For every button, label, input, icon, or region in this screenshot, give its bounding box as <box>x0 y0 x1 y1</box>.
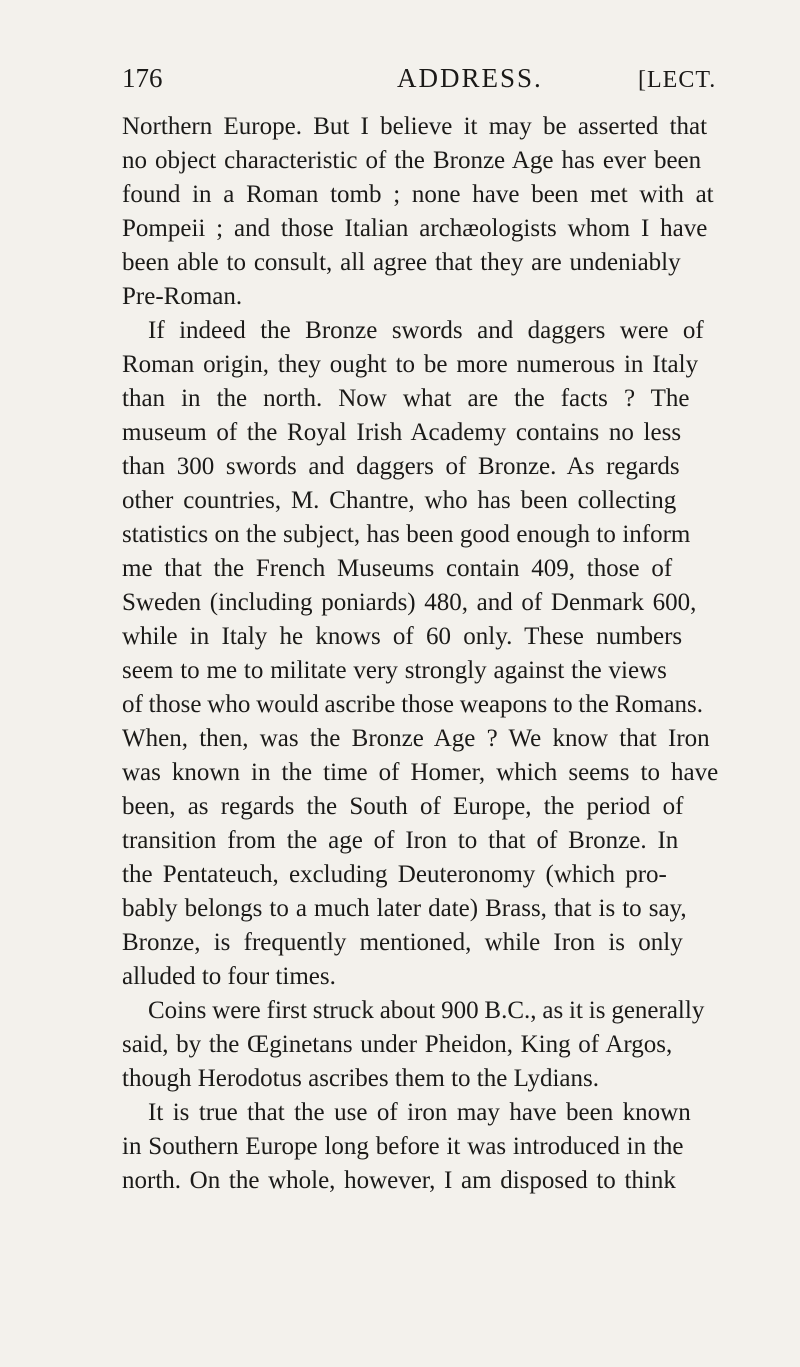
section-label: [LECT. <box>638 67 717 93</box>
text-line: than in the north. Now what are the facts ? The <box>122 385 690 412</box>
text-line: been, as regards the South of Europe, the period of <box>122 793 684 820</box>
text-line: other countries, M. Chantre, who has been collecting <box>122 487 677 514</box>
text-line: though Herodotus ascribes them to the Lydians. <box>122 1065 600 1092</box>
text-line: of those who would ascribe those weapons to the Romans. <box>122 691 704 718</box>
text-line: Bronze, is frequently mentioned, while Iron is only <box>122 929 683 956</box>
text-line: seem to me to militate very strongly against the views <box>122 657 667 684</box>
text-line: the Pentateuch, excluding Deuteronomy (which pro- <box>122 861 667 888</box>
text-line: in Southern Europe long before it was introduced in the <box>122 1133 684 1160</box>
text-line: Pompeii ; and those Italian archæologists whom I have <box>122 215 708 242</box>
text-line: bably belongs to a much later date) Brass, that is to say, <box>122 895 687 922</box>
text-line: me that the French Museums contain 409, those of <box>122 555 673 582</box>
text-line: If indeed the Bronze swords and daggers were of <box>148 317 704 344</box>
text-line: been able to consult, all agree that they are undeniably <box>122 249 681 276</box>
text-line: Northern Europe. But I believe it may be asserted that <box>122 113 708 140</box>
text-line: Roman origin, they ought to be more numerous in Italy <box>122 351 699 378</box>
text-line: was known in the time of Homer, which seems to have <box>122 759 719 786</box>
text-line: museum of the Royal Irish Academy contains no less <box>122 419 682 446</box>
text-line: said, by the Œginetans under Pheidon, King of Argos, <box>122 1031 673 1058</box>
running-header <box>122 58 767 98</box>
text-line: found in a Roman tomb ; none have been met with at <box>122 181 714 208</box>
text-line: When, then, was the Bronze Age ? We know that Iron <box>122 725 710 752</box>
text-line: north. On the whole, however, I am disposed to think <box>122 1167 676 1194</box>
text-line: transition from the age of Iron to that of Bronze. In <box>122 827 679 854</box>
text-line: alluded to four times. <box>122 963 336 990</box>
text-line: Sweden (including poniards) 480, and of Denmark 600, <box>122 589 697 616</box>
text-line: while in Italy he knows of 60 only. These numbers <box>122 623 683 650</box>
text-line: statistics on the subject, has been good enough to inform <box>122 521 691 548</box>
text-line: Pre-Roman. <box>122 283 243 310</box>
text-line: It is true that the use of iron may have been known <box>148 1099 691 1126</box>
text-line: than 300 swords and daggers of Bronze. As regards <box>122 453 680 480</box>
page-number: 176 <box>122 63 163 93</box>
text-line: no object characteristic of the Bronze Age has ever been <box>122 147 702 174</box>
running-title: ADDRESS. <box>397 63 543 93</box>
text-line: Coins were first struck about 900 B.C., as it is generally <box>148 997 705 1024</box>
text-body <box>122 110 770 1198</box>
